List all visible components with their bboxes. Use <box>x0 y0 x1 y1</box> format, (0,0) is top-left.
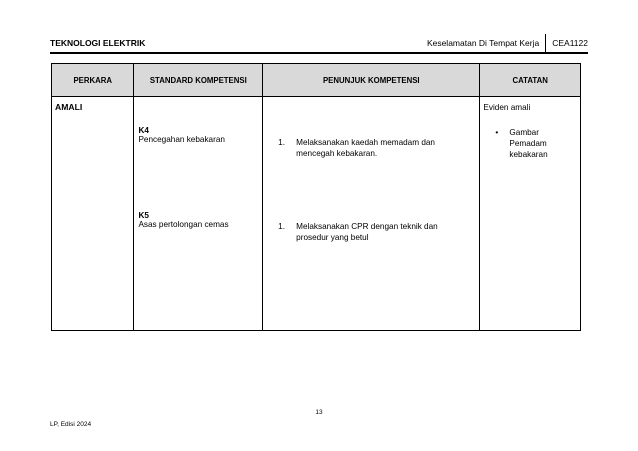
standard-k4 <box>138 126 225 144</box>
header-topic: Keselamatan Di Tempat Kerja <box>426 38 540 48</box>
perkara-cell <box>52 97 134 331</box>
column-header-penunjuk: PENUNJUK KOMPETENSI <box>263 64 480 97</box>
catatan-heading: Eviden amali <box>483 103 531 112</box>
standard-title: Asas pertolongan cemas <box>138 220 229 229</box>
column-header-perkara: PERKARA <box>52 64 134 97</box>
standard-code: K4 <box>138 126 149 135</box>
perkara-label: AMALI <box>55 102 83 112</box>
footer-edition: LP, Edisi 2024 <box>50 421 92 428</box>
page-number: 13 <box>315 409 323 416</box>
table-row <box>52 97 581 331</box>
indicator-number: 1. <box>278 222 286 231</box>
bullet-icon: • <box>495 128 499 137</box>
standard-k5 <box>138 211 228 229</box>
indicator-text-line: mencegah kebakaran. <box>296 149 378 158</box>
standard-code: K5 <box>138 211 149 220</box>
catatan-list-item <box>483 127 580 160</box>
column-header-catatan: CATATAN <box>480 64 581 97</box>
indicator-number: 1. <box>278 138 286 147</box>
header-course-code: CEA1122 <box>552 38 588 48</box>
header-rule <box>50 52 588 54</box>
table-header-row <box>52 64 581 97</box>
page-header <box>50 34 588 52</box>
catatan-item-line: Pemadam <box>509 139 547 148</box>
indicator-text-line: Melaksanakan kaedah memadam dan <box>296 138 435 147</box>
competency-table <box>51 63 581 331</box>
catatan-item-line: Gambar <box>509 128 539 137</box>
catatan-cell <box>480 97 581 331</box>
header-course-title: TEKNOLOGI ELEKTRIK <box>50 38 146 48</box>
indicator-cell <box>263 97 480 331</box>
indicator-item <box>278 221 463 243</box>
standard-title: Pencegahan kebakaran <box>138 135 225 144</box>
catatan-item-line: kebakaran <box>509 150 548 159</box>
indicator-text-line: prosedur yang betul <box>296 233 369 242</box>
standard-cell <box>134 97 263 331</box>
indicator-text-line: Melaksanakan CPR dengan teknik dan <box>296 222 438 231</box>
column-header-standard: STANDARD KOMPETENSI <box>134 64 263 97</box>
indicator-item <box>278 137 463 159</box>
header-separator <box>545 34 546 52</box>
